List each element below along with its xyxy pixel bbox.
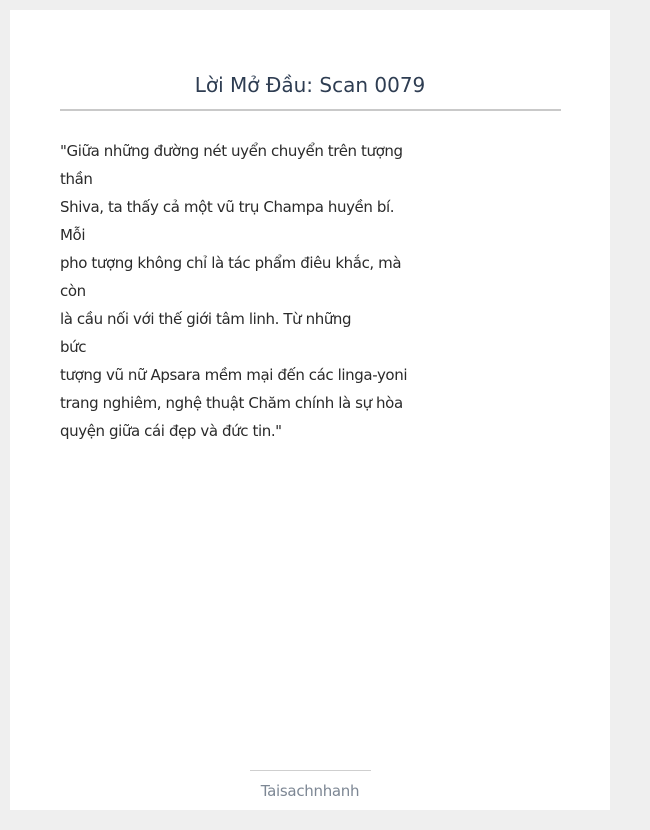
- footer-divider: [250, 770, 371, 771]
- page-title: Lời Mở Đầu: Scan 0079: [194, 73, 426, 97]
- footer-credit: Taisachnhanh: [260, 782, 360, 800]
- title-divider: [60, 109, 561, 111]
- body-line: thần: [60, 170, 93, 188]
- body-line: bức: [60, 338, 87, 356]
- body-line: pho tượng không chỉ là tác phẩm điêu khắc, mà: [60, 254, 402, 272]
- body-line: tượng vũ nữ Apsara mềm mại đến các linga-yoni: [60, 366, 408, 384]
- body-line: "Giữa những đường nét uyển chuyển trên tượng: [60, 142, 403, 160]
- quote-body: [60, 137, 440, 445]
- body-line: là cầu nối với thế giới tâm linh. Từ những: [60, 310, 352, 328]
- body-line: quyện giữa cái đẹp và đức tin.": [60, 422, 282, 440]
- body-line: còn: [60, 282, 86, 300]
- body-line: Mỗi: [60, 226, 86, 244]
- document-page: [10, 10, 610, 810]
- body-line: Shiva, ta thấy cả một vũ trụ Champa huyền bí.: [60, 198, 395, 216]
- body-line: trang nghiêm, nghệ thuật Chăm chính là sự hòa: [60, 394, 403, 412]
